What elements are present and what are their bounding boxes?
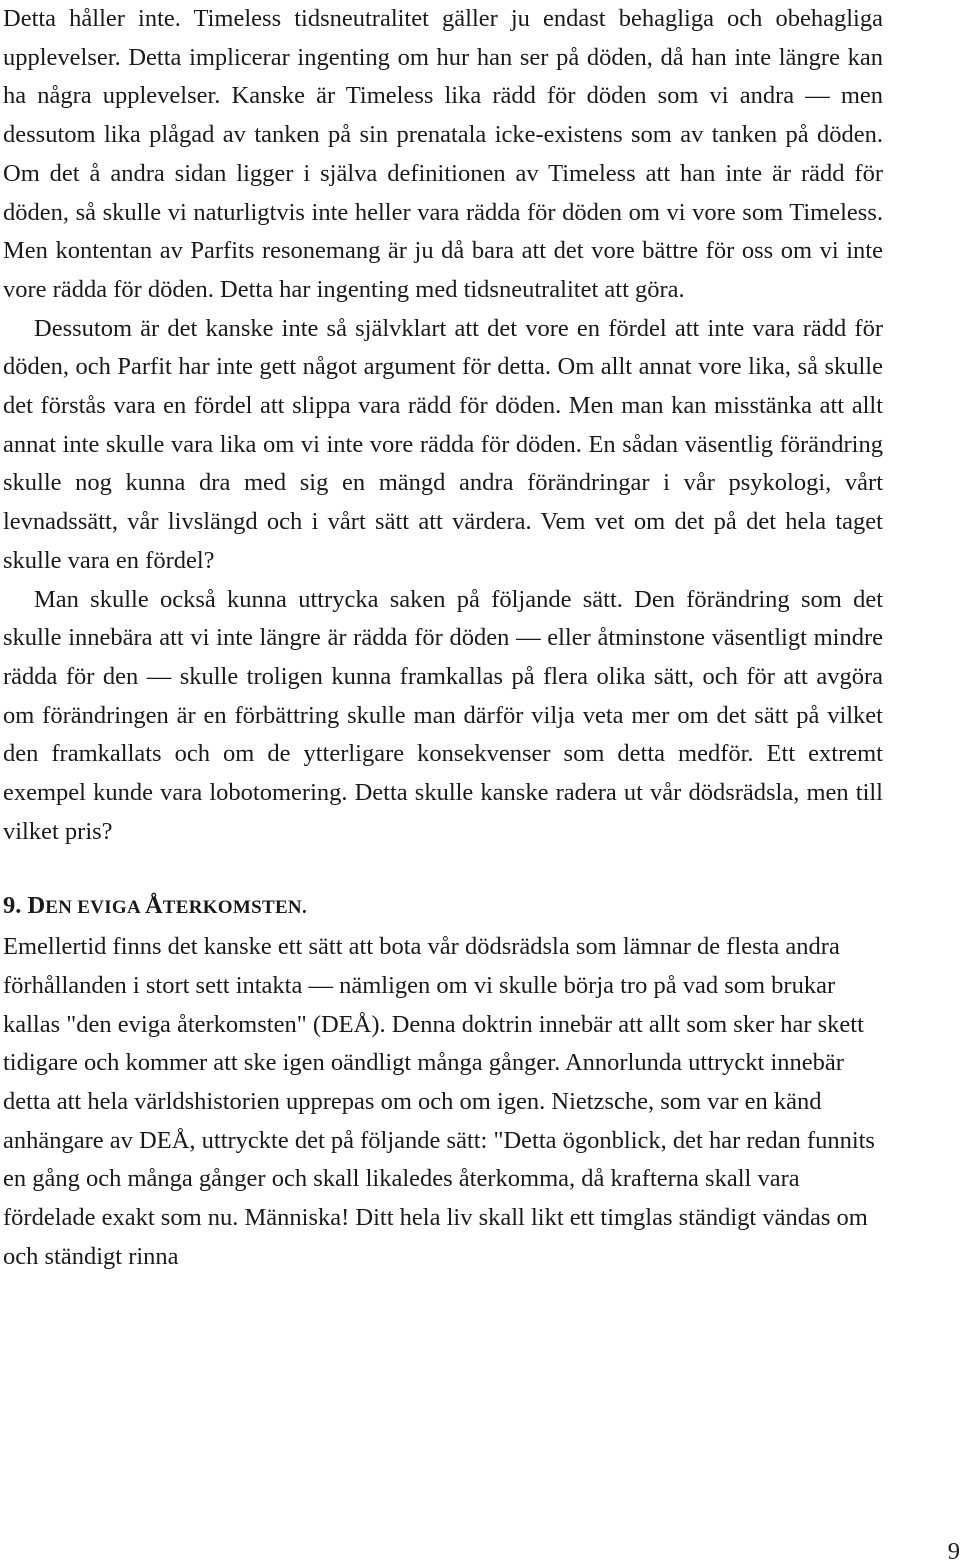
body-text xyxy=(3,0,883,1277)
section-heading xyxy=(3,887,883,928)
paragraph-fear-advantage: Dessutom är det kanske inte så självklart att det vore en fördel att inte vara rädd för döden, och Parfit har inte gett något argument för detta. Om allt annat vore lika, så skulle det förstås vara en fördel att slippa vara rädd för döden. Men man kan misstänka att allt annat inte skulle vara lika om vi inte vore rädda för döden. En sådan väsentlig förändring skulle nog kunna dra med sig en mängd andra förändringar i vår psykologi, vårt levnadssätt, vår livslängd och i vårt sätt att värdera. Vem vet om det på det hela taget skulle vara en fördel? xyxy=(3,314,883,574)
paragraph-lobotomy: Man skulle också kunna uttrycka saken på följande sätt. Den förändring som det skulle innebära att vi inte längre är rädda för döden — eller åtminstone väsentligt mindre rädda för den — skulle troligen kunna framkallas på flera olika sätt, och för att avgöra om förändringen är en förbättring skulle man därför vilja veta mer om det sätt på vilket den framkallats och om de ytterligare konsekvenser som detta medför. Ett extremt exempel kunde vara lobotomering. Detta skulle kanske radera ut vår dödsrädsla, men till vilket pris? xyxy=(3,585,883,845)
section-title: DEN EVIGA ÅTERKOMSTEN. xyxy=(27,892,307,920)
paragraph-timeless: Detta håller inte. Timeless tidsneutralitet gäller ju endast behagliga och obehagliga upplevelser. Detta implicerar ingenting om hur han ser på döden, då han inte längre kan ha några upplevelser. Kanske är Timeless lika rädd för döden som vi andra — men dessutom lika plågad av tanken på sin prenatala icke-existens som av tanken på döden. Om det å andra sidan ligger i själva definitionen av Timeless att han inte är rädd för döden, så skulle vi naturligtvis inte heller vara rädda för döden om vi vore som Timeless. Men kontentan av Parfits resonemang är ju då bara att det vore bättre för oss om vi inte vore rädda för döden. Detta har ingenting med tidsneutralitet att göra. xyxy=(3,5,883,303)
paragraph-eternal-return: Emellertid finns det kanske ett sätt att bota vår dödsrädsla som lämnar de flesta andra förhållanden i stort sett intakta — nämligen om vi skulle börja tro på vad som brukar kallas "den eviga återkomsten" (DEÅ). Denna doktrin innebär att allt som sker har skett tidigare och kommer att ske igen oändligt många gånger. Annorlunda uttryckt innebär detta att hela världshistorien upprepas om och om igen. Nietzsche, som var en känd anhängare av DEÅ, uttryckte det på följande sätt: "Detta ögonblick, det har redan funnits en gång och många gånger och skall likaledes återkomma, då krafterna skall vara fördelade exakt som nu. Människa! Ditt hela liv skall likt ett timglas ständigt vändas om och ständigt rinna xyxy=(3,933,875,1270)
page-number: 9 xyxy=(947,1538,960,1565)
section-number: 9. xyxy=(3,892,22,920)
